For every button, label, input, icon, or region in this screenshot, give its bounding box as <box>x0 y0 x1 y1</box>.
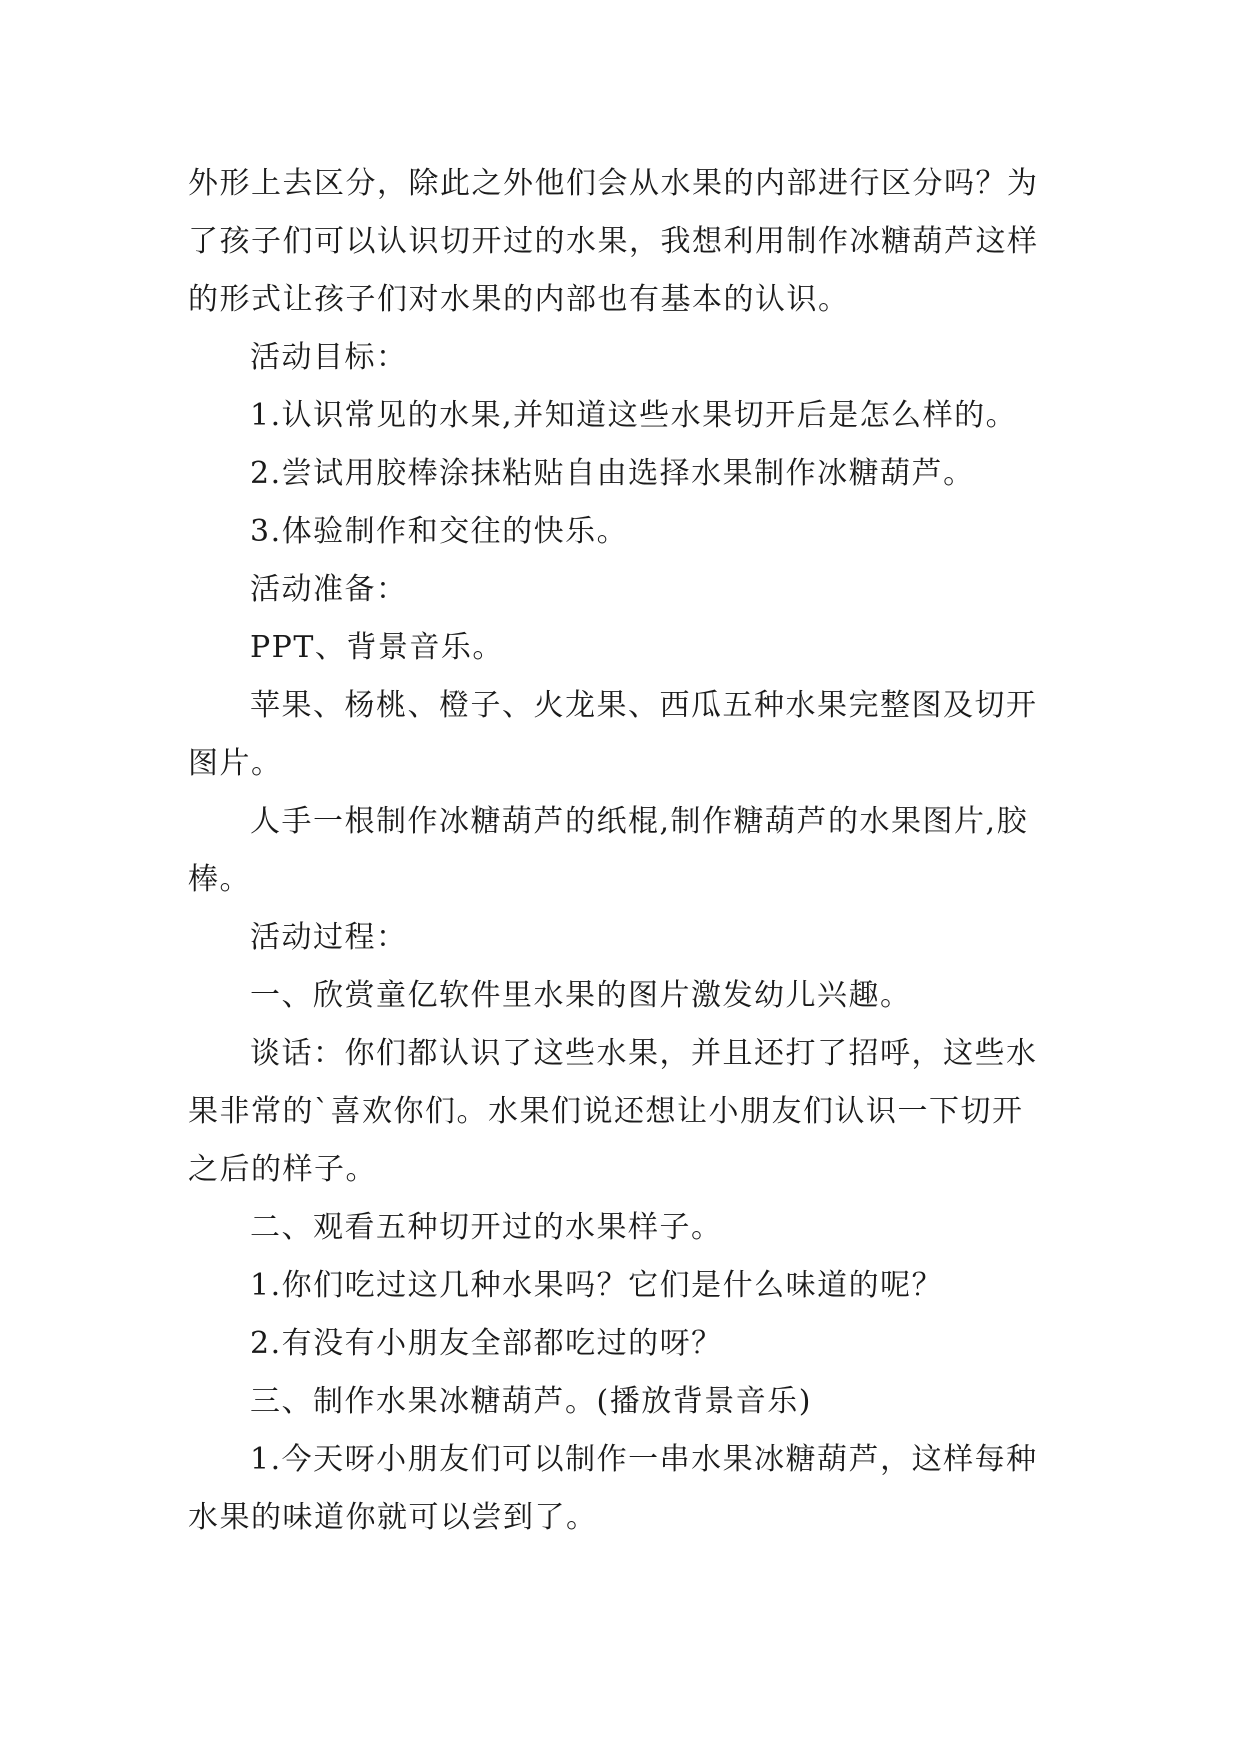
heading-activity-process: 活动过程： <box>250 920 408 955</box>
goal-item-1: 1.认识常见的水果,并知道这些水果切开后是怎么样的。 <box>250 398 1018 433</box>
process-question-2: 2.有没有小朋友全部都吃过的呀？ <box>250 1326 723 1361</box>
process-question-1: 1.你们吃过这几种水果吗？它们是什么味道的呢？ <box>250 1268 944 1303</box>
preparation-item-fruit-images: 苹果、杨桃、橙子、火龙果、西瓜五种水果完整图及切开图片。 <box>188 688 1038 781</box>
heading-activity-goals: 活动目标： <box>250 340 408 375</box>
goal-item-3: 3.体验制作和交往的快乐。 <box>250 514 629 549</box>
preparation-item-ppt: PPT、背景音乐。 <box>250 630 504 665</box>
paragraph-intro: 外形上去区分，除此之外他们会从水果的内部进行区分吗？为了孩子们可以认识切开过的水果，我想利用制作冰糖葫芦这样的形式让孩子们对水果的内部也有基本的认识。 <box>188 166 1039 317</box>
process-step-3: 三、制作水果冰糖葫芦。(播放背景音乐) <box>250 1384 812 1419</box>
process-instruction-1: 1.今天呀小朋友们可以制作一串水果冰糖葫芦，这样每种水果的味道你就可以尝到了。 <box>188 1442 1038 1535</box>
heading-activity-preparation: 活动准备： <box>250 572 408 607</box>
goal-item-2: 2.尝试用胶棒涂抹粘贴自由选择水果制作冰糖葫芦。 <box>250 456 975 491</box>
preparation-item-materials: 人手一根制作冰糖葫芦的纸棍,制作糖葫芦的水果图片,胶棒。 <box>188 804 1029 897</box>
process-step-2: 二、观看五种切开过的水果样子。 <box>250 1210 723 1245</box>
document-body <box>188 155 1054 1547</box>
process-step-1: 一、欣赏童亿软件里水果的图片激发幼儿兴趣。 <box>250 978 912 1013</box>
process-talk: 谈话：你们都认识了这些水果，并且还打了招呼，这些水果非常的`喜欢你们。水果们说还想让小朋友们认识一下切开之后的样子。 <box>188 1036 1038 1187</box>
